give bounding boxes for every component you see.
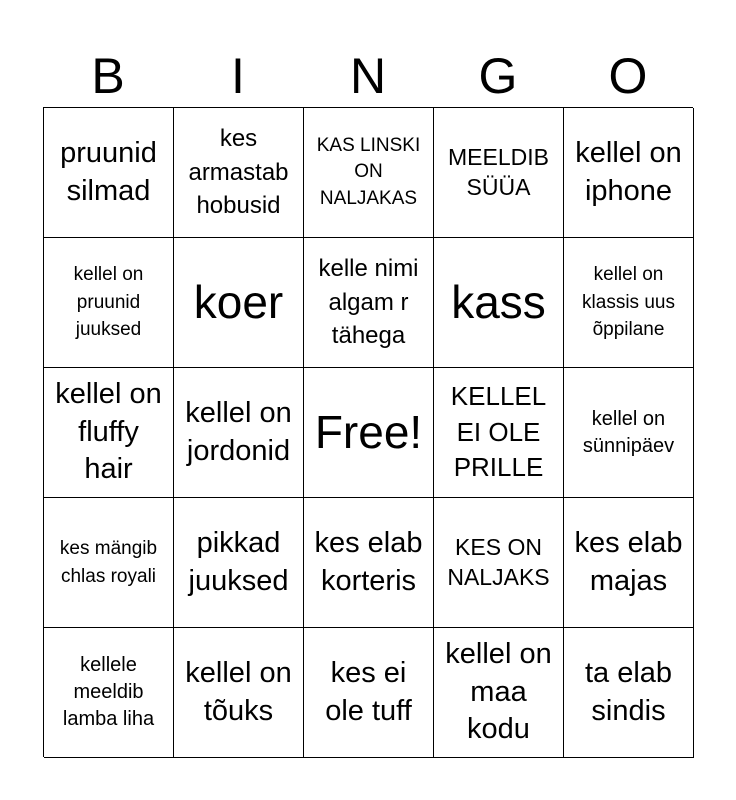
- cell-text: kellel on sünnipäev: [582, 407, 675, 457]
- header-letter-i: I: [231, 48, 245, 104]
- cell-text: kes mängib chlas royali: [59, 537, 158, 587]
- cell-text: KAS LINSKI ON NALJAKAS: [316, 134, 421, 209]
- cell-text: kes elab majas: [574, 526, 683, 597]
- cell-text: koer: [193, 276, 284, 329]
- cell-text: pruunid silmad: [60, 136, 157, 207]
- bingo-cell[interactable]: [44, 238, 174, 368]
- cell-text: kes armastab hobusid: [188, 125, 289, 220]
- cell-text: KELLEL EI OLE PRILLE: [450, 381, 547, 483]
- cell-text: MEELDIB SÜÜA: [448, 143, 549, 200]
- bingo-cell[interactable]: [304, 238, 434, 368]
- bingo-cell[interactable]: [44, 368, 174, 498]
- bingo-board: [43, 107, 693, 757]
- bingo-cell[interactable]: [174, 628, 304, 758]
- bingo-cell[interactable]: [564, 498, 694, 628]
- bingo-header: [43, 44, 693, 108]
- bingo-cell[interactable]: [434, 368, 564, 498]
- cell-text: kellel on klassis uus õppilane: [582, 264, 675, 341]
- bingo-cell[interactable]: [174, 368, 304, 498]
- bingo-cell[interactable]: [434, 108, 564, 238]
- header-letter-b: B: [91, 48, 125, 104]
- bingo-cell[interactable]: [564, 628, 694, 758]
- cell-text: kellel on iphone: [575, 136, 682, 207]
- header-letter-o: O: [608, 48, 648, 104]
- cell-text: kelle nimi algam r tähega: [318, 255, 419, 350]
- bingo-cell[interactable]: [174, 498, 304, 628]
- bingo-cell[interactable]: [304, 108, 434, 238]
- bingo-cell[interactable]: [44, 108, 174, 238]
- cell-text: ta elab sindis: [584, 656, 673, 727]
- bingo-cell[interactable]: [304, 628, 434, 758]
- cell-text: kass: [451, 276, 546, 329]
- cell-text: kellel on tõuks: [185, 656, 292, 727]
- cell-text: kes elab korteris: [314, 526, 423, 597]
- bingo-cell[interactable]: [44, 628, 174, 758]
- bingo-cell[interactable]: [44, 498, 174, 628]
- bingo-cell[interactable]: [434, 238, 564, 368]
- bingo-cell[interactable]: [564, 238, 694, 368]
- bingo-cell[interactable]: [304, 498, 434, 628]
- cell-text: kellel on jordonid: [185, 396, 292, 467]
- bingo-cell[interactable]: [434, 498, 564, 628]
- cell-text: KES ON NALJAKS: [447, 533, 550, 590]
- bingo-cell[interactable]: [564, 368, 694, 498]
- bingo-cell[interactable]: [174, 108, 304, 238]
- free-cell[interactable]: [304, 368, 434, 498]
- cell-text: Free!: [314, 406, 423, 459]
- bingo-cell[interactable]: [174, 238, 304, 368]
- header-letter-n: N: [349, 48, 387, 104]
- cell-text: pikkad juuksed: [188, 526, 289, 597]
- bingo-cell[interactable]: [434, 628, 564, 758]
- cell-text: kes ei ole tuff: [325, 656, 412, 727]
- cell-text: kellel on fluffy hair: [55, 377, 162, 486]
- cell-text: kellele meeldib lamba liha: [62, 654, 155, 730]
- header-letter-g: G: [478, 48, 518, 104]
- cell-text: kellel on pruunid juuksed: [73, 264, 144, 341]
- cell-text: kellel on maa kodu: [445, 637, 552, 746]
- bingo-cell[interactable]: [564, 108, 694, 238]
